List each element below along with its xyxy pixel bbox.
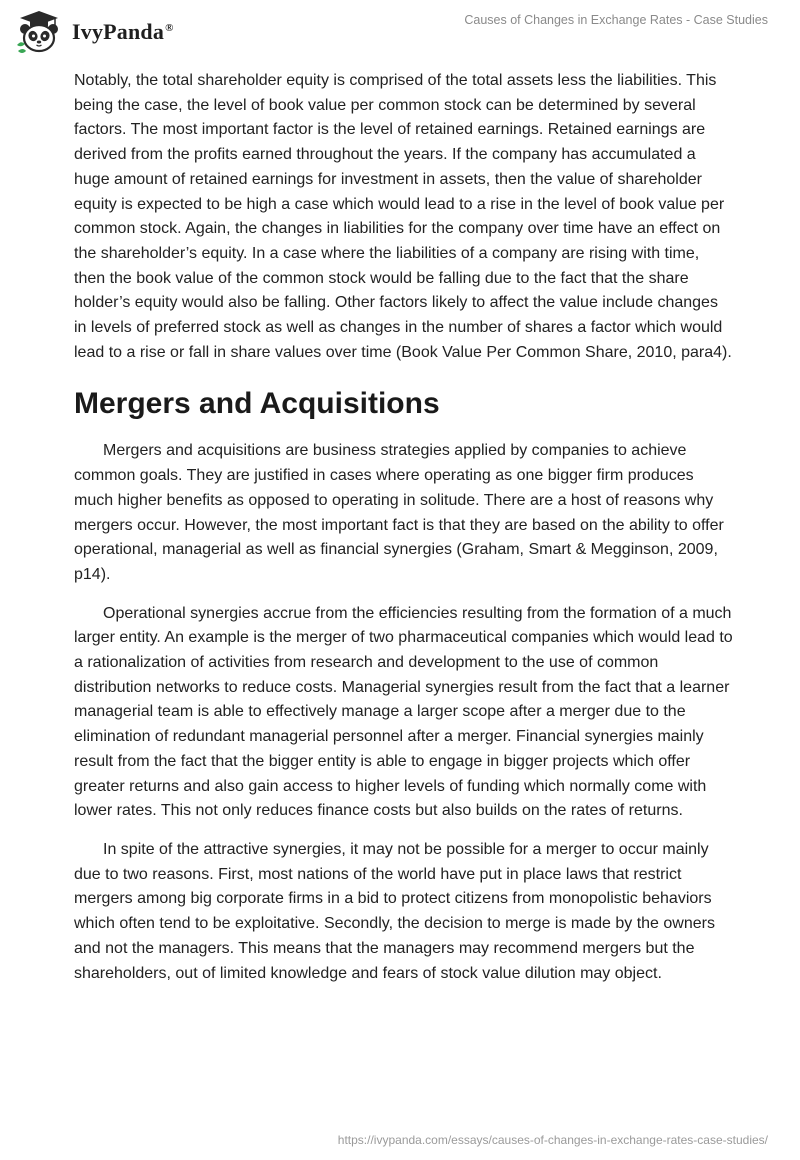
body-paragraph: In spite of the attractive synergies, it may not be possible for a merger to occur mainly due to two reasons. First, most nations of the world have put in place laws that restrict mergers among big corporate firms in a bid to protect citizens from monopolistic behaviors which often tend to be exploitative. Secondly, the decision to merge is made by the owners and not the managers. This means that the managers may recommend mergers but the shareholders, out of limited knowledge and fears of stock value dilution may object. <box>74 840 715 982</box>
page-header <box>0 0 800 62</box>
body-paragraph: Operational synergies accrue from the efficiencies resulting from the formation of a much larger entity. An example is the merger of two pharmaceutical companies which would lead to a rationalization of activities from research and development to the use of common distribution networks to reduce costs. Managerial synergies result from the fact that a learner managerial team is able to effectively manage a larger scope after a merger due to the elimination of redundant managerial personnel after a merger. Financial synergies mainly result from the fact that the bigger entity is able to engage in bigger projects which offer greater returns and also gain access to higher levels of funding which normally come with lower rates. This not only reduces finance costs but also builds on the rates of returns. <box>74 604 733 820</box>
source-url[interactable]: https://ivypanda.com/essays/causes-of-changes-in-exchange-rates-case-studies/ <box>337 1133 768 1147</box>
panda-graduation-cap-icon <box>14 9 64 55</box>
body-paragraph: Mergers and acquisitions are business strategies applied by companies to achieve common goals. They are justified in cases where operating as one bigger firm produces much higher benefits as opposed to operating in solitude. There are a host of reasons why mergers occur. However, the most important fact is that they are based on the ability to offer operational, managerial as well as financial synergies (Graham, Smart & Megginson, 2009, p14). <box>74 442 724 583</box>
ivypanda-logo[interactable] <box>14 8 174 56</box>
document-title: Causes of Changes in Exchange Rates - Case Studies <box>464 13 768 27</box>
intro-paragraph: Notably, the total shareholder equity is comprised of the total assets less the liabilities. This being the case, the level of book value per common stock can be determined by several factors. The most important factor is the level of retained earnings. Retained earnings are derived from the profits earned throughout the years. If the company has accumulated a huge amount of retained earnings for investment in assets, then the value of shareholder equity is expected to be high a case which would lead to a rise in the level of book value per common stock. Again, the changes in liabilities for the company over time have an effect on the shareholder’s equity. In a case where the liabilities of a company are rising with time, then the book value of the common stock would be falling due to the fact that the share holder’s equity would also be falling. Other factors likely to affect the value include changes in levels of preferred stock as well as changes in the number of shares a factor which would lead to a rise or fall in share values over time (Book Value Per Common Share, 2010, para4). <box>74 72 732 361</box>
section-heading: Mergers and Acquisitions <box>74 387 440 421</box>
registered-mark: ® <box>165 21 174 34</box>
essay-content <box>74 69 734 986</box>
brand-name: IvyPanda® <box>72 19 174 44</box>
